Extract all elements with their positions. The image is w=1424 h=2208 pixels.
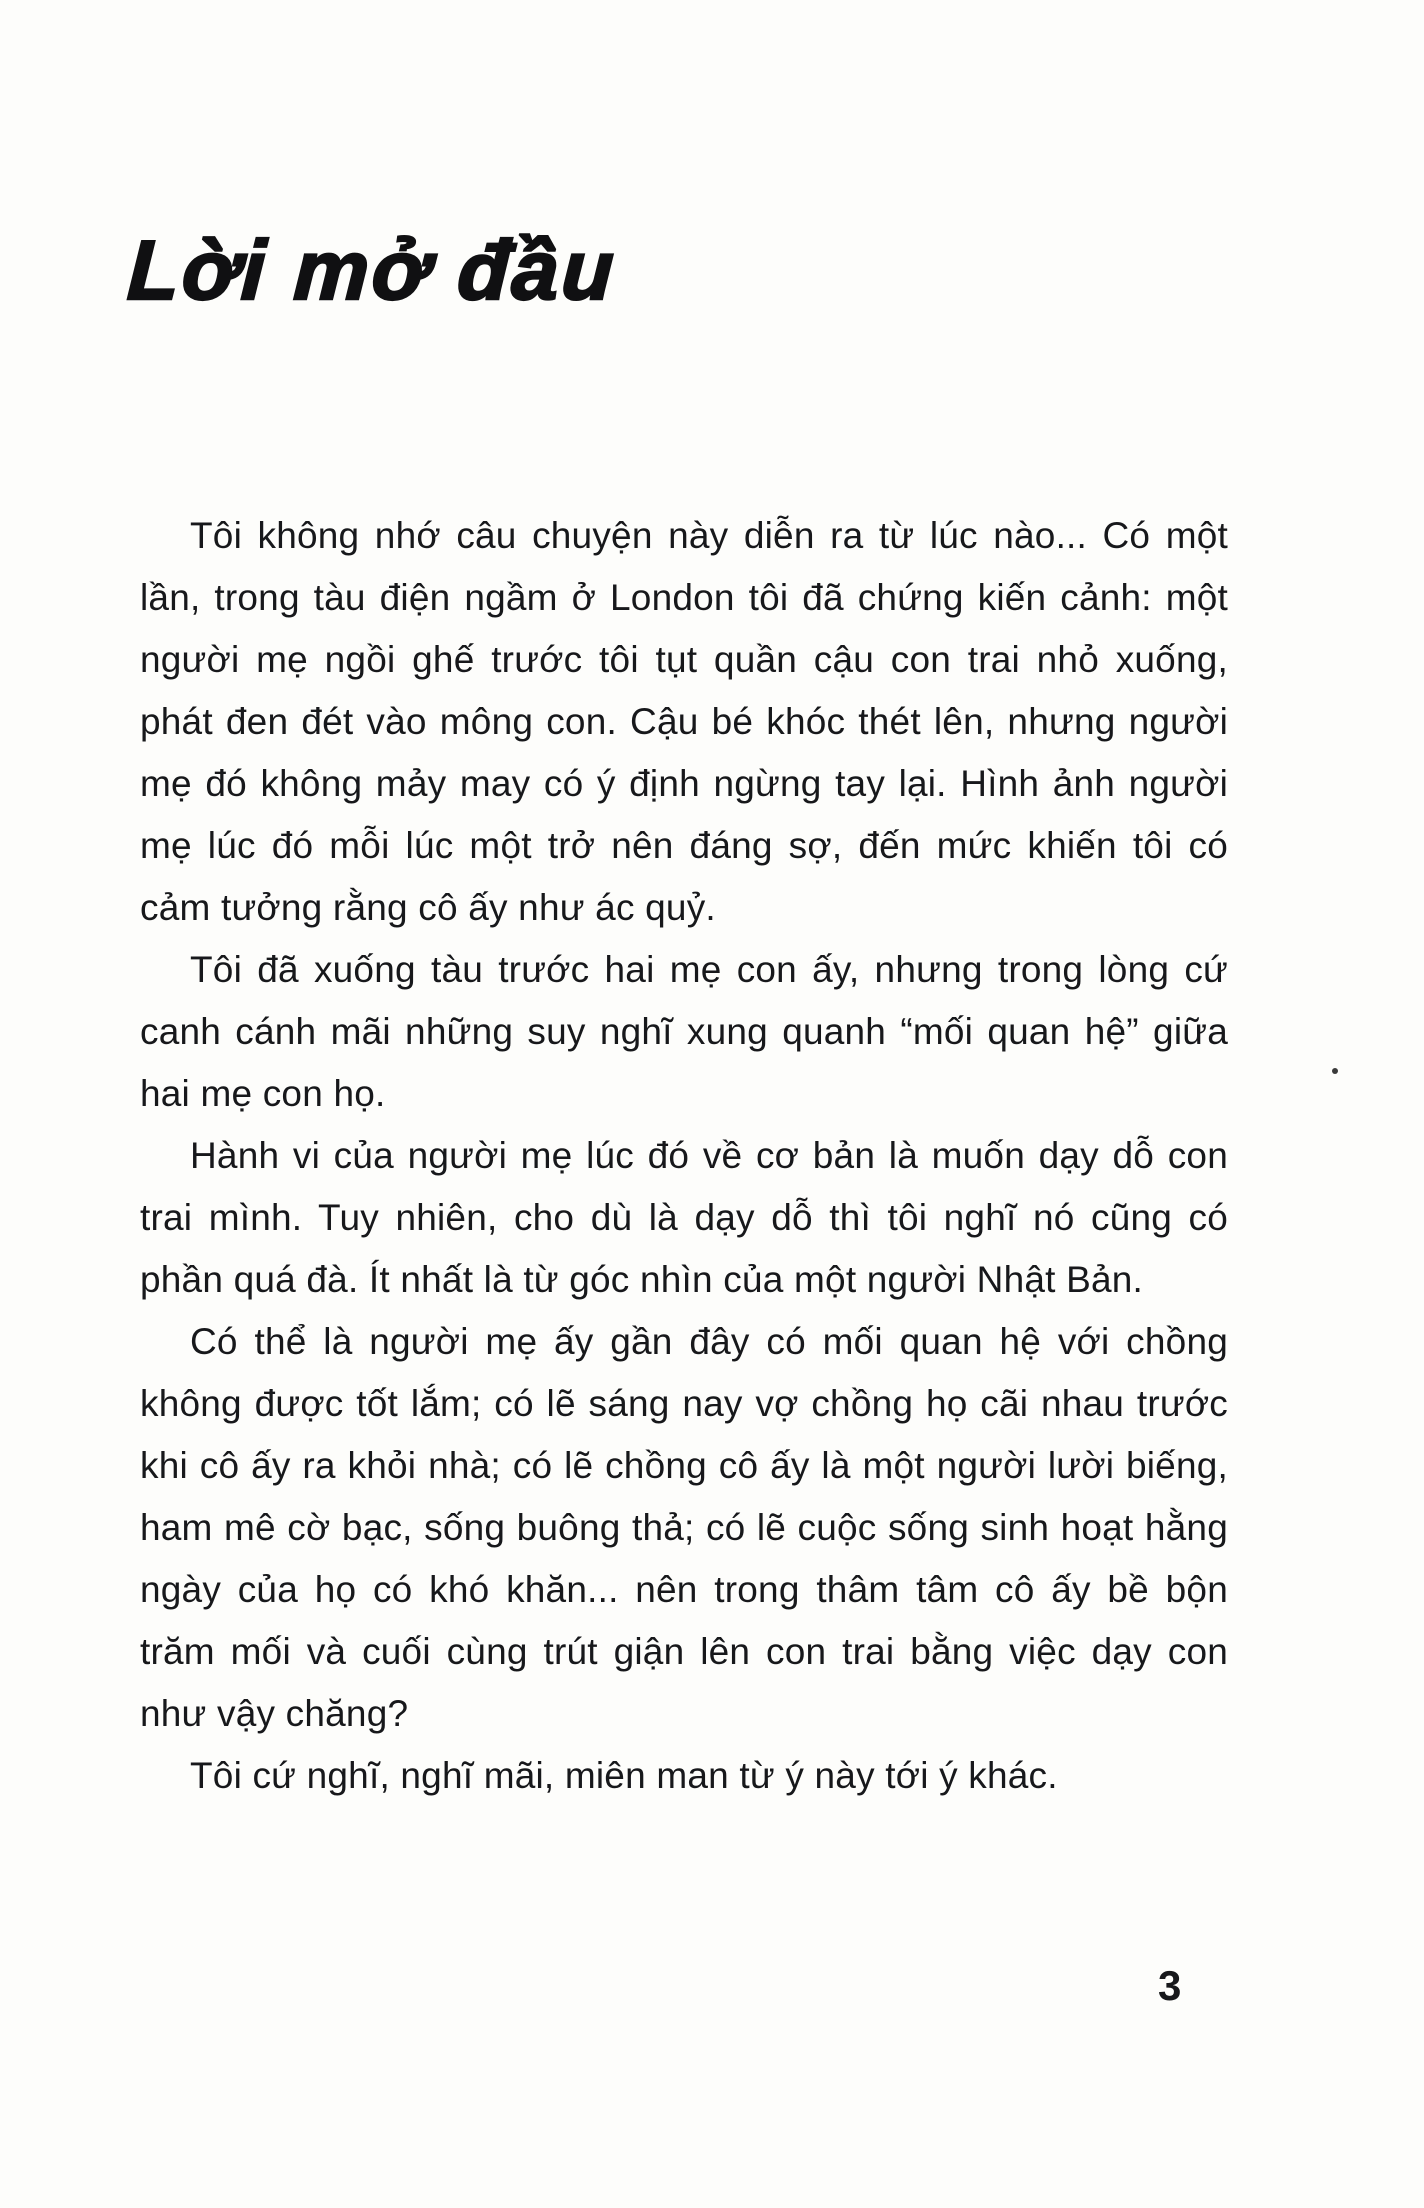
paragraph-2: Tôi đã xuống tàu trước hai mẹ con ấy, nhưng trong lòng cứ canh cánh mãi những suy nghĩ xung quanh “mối quan hệ” giữa hai mẹ con họ. — [140, 949, 1228, 1114]
chapter-title: Lời mở đầu — [125, 223, 619, 317]
paragraph-1: Tôi không nhớ câu chuyện này diễn ra từ lúc nào... Có một lần, trong tàu điện ngầm ở London tôi đã chứng kiến cảnh: một người mẹ ngồi ghế trước tôi tụt quần cậu con trai nhỏ xuống, phát đen đét vào mông con. Cậu bé khóc thét lên, nhưng người mẹ đó không mảy may có ý định ngừng tay lại. Hình ảnh người mẹ lúc đó mỗi lúc một trở nên đáng sợ, đến mức khiến tôi có cảm tưởng rằng cô ấy như ác quỷ. — [140, 515, 1228, 928]
page-number: 3 — [1158, 1962, 1182, 2009]
paragraph-5: Tôi cứ nghĩ, nghĩ mãi, miên man từ ý này tới ý khác. — [190, 1755, 1058, 1796]
body-text — [140, 505, 1228, 1807]
paragraph-3: Hành vi của người mẹ lúc đó về cơ bản là muốn dạy dỗ con trai mình. Tuy nhiên, cho dù là dạy dỗ thì tôi nghĩ nó cũng có phần quá đà. Ít nhất là từ góc nhìn của một người Nhật Bản. — [140, 1135, 1228, 1300]
paragraph-4: Có thể là người mẹ ấy gần đây có mối quan hệ với chồng không được tốt lắm; có lẽ sáng nay vợ chồng họ cãi nhau trước khi cô ấy ra khỏi nhà; có lẽ chồng cô ấy là một người lười biếng, ham mê cờ bạc, sống buông thả; có lẽ cuộc sống sinh hoạt hằng ngày của họ có khó khăn... nên trong thâm tâm cô ấy bề bộn trăm mối và cuối cùng trút giận lên con trai bằng việc dạy con như vậy chăng? — [140, 1321, 1228, 1734]
scan-artifact-dot — [1332, 1068, 1338, 1074]
